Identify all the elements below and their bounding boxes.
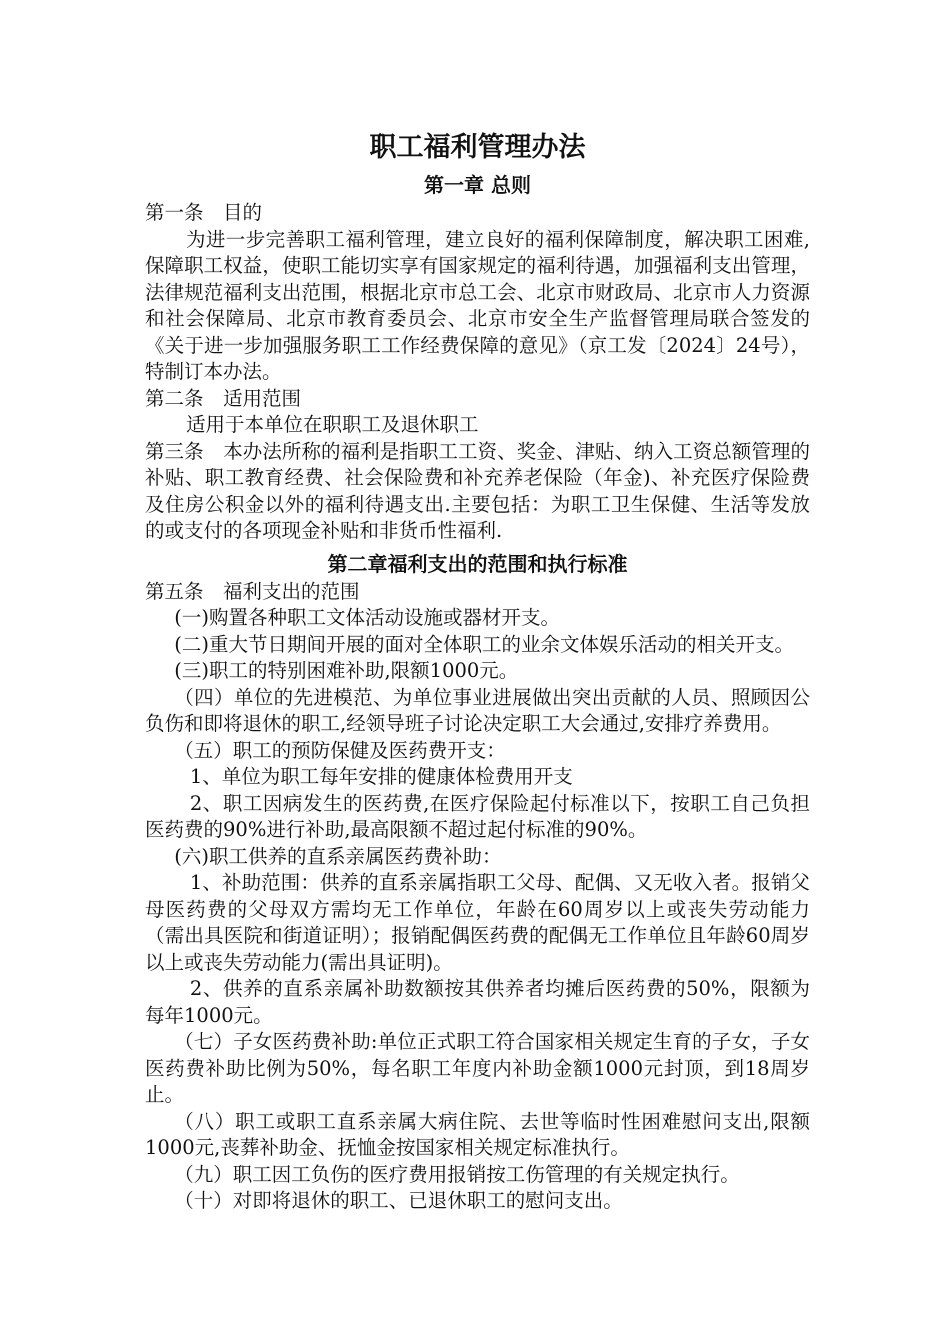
list-item: （五）职工的预防保健及医药费开支： <box>174 738 506 762</box>
list-item: （八）职工或职工直系亲属大病住院、去世等临时性困难慰问支出,限额1000元,丧葬补助金、抚恤金按国家相关规定标准执行。 <box>145 1109 810 1159</box>
list-item: (一)购置各种职工文体活动设施或器材开支。 <box>174 606 560 629</box>
chapter-1-heading: 第一章 总则 <box>424 173 531 197</box>
list-item: （四）单位的先进模范、为单位事业进展做出突出贡献的人员、照顾因公负伤和即将退休的职工,经领导班子讨论决定职工大会通过,安排疗养费用。 <box>145 685 810 735</box>
article-5-title: 第五条 福利支出的范围 <box>145 579 360 603</box>
list-item: （九）职工因工负伤的医疗费用报销按工伤管理的有关规定执行。 <box>174 1162 740 1186</box>
list-item: （七）子女医药费补助:单位正式职工符合国家相关规定生育的子女，子女医药费补助比例为50%，每名职工年度内补助金额1000元封顶，到18周岁止。 <box>145 1030 810 1106</box>
list-subitem: 2、职工因病发生的医药费,在医疗保险起付标准以下，按职工自己负担医药费的90%进行补助,最高限额不超过起付标准的90%。 <box>145 791 810 841</box>
article-2-body: 适用于本单位在职职工及退休职工 <box>185 413 479 436</box>
list-item: （十）对即将退休的职工、已退休职工的慰问支出。 <box>174 1189 623 1212</box>
list-subitem: 1、单位为职工每年安排的健康体检费用开支 <box>189 765 573 788</box>
chapter-2-heading: 第二章福利支出的范围和执行标准 <box>327 551 628 576</box>
list-item: (三)职工的特别困难补助,限额1000元。 <box>174 659 519 682</box>
list-subitem: 2、供养的直系亲属补助数额按其供养者均摊后医药费的50%，限额为每年1000元。 <box>145 977 810 1027</box>
list-item: (六)职工供养的直系亲属医药费补助： <box>174 844 502 868</box>
article-3: 第三条 本办法所称的福利是指职工工资、奖金、津贴、纳入工资总额管理的补贴、职工教育经费、社会保险费和补充养老保险（年金)、补充医疗保险费及住房公积金以外的福利待遇支出.主要包括：为职工卫生保健、生活等发放的或支付的各项现金补贴和非货币性福利. <box>145 439 810 542</box>
document-page <box>145 128 810 1215</box>
document-title: 职工福利管理办法 <box>369 132 586 163</box>
article-1-title: 第一条 目的 <box>145 201 263 224</box>
article-1-body: 为进一步完善职工福利管理，建立良好的福利保障制度，解决职工困难,保障职工权益，使职工能切实享有国家规定的福利待遇，加强福利支出管理，法律规范福利支出范围，根据北京市总工会、北京市财政局、北京市人力资源和社会保障局、北京市教育委员会、北京市安全生产监督管理局联合签发的《关于进一步加强服务职工工作经费保障的意见》（京工发〔2024〕24号），特制订本办法。 <box>145 227 810 383</box>
article-2-title: 第二条 适用范围 <box>145 386 302 410</box>
list-subitem: 1、补助范围：供养的直系亲属指职工父母、配偶、又无收入者。报销父母医药费的父母双方需均无工作单位，年龄在60周岁以上或丧失劳动能力（需出具医院和街道证明）；报销配偶医药费的配偶无工作单位且年龄60周岁以上或丧失劳动能力(需出具证明)。 <box>145 871 810 974</box>
list-item: (二)重大节日期间开展的面对全体职工的业余文体娱乐活动的相关开支。 <box>174 632 794 656</box>
